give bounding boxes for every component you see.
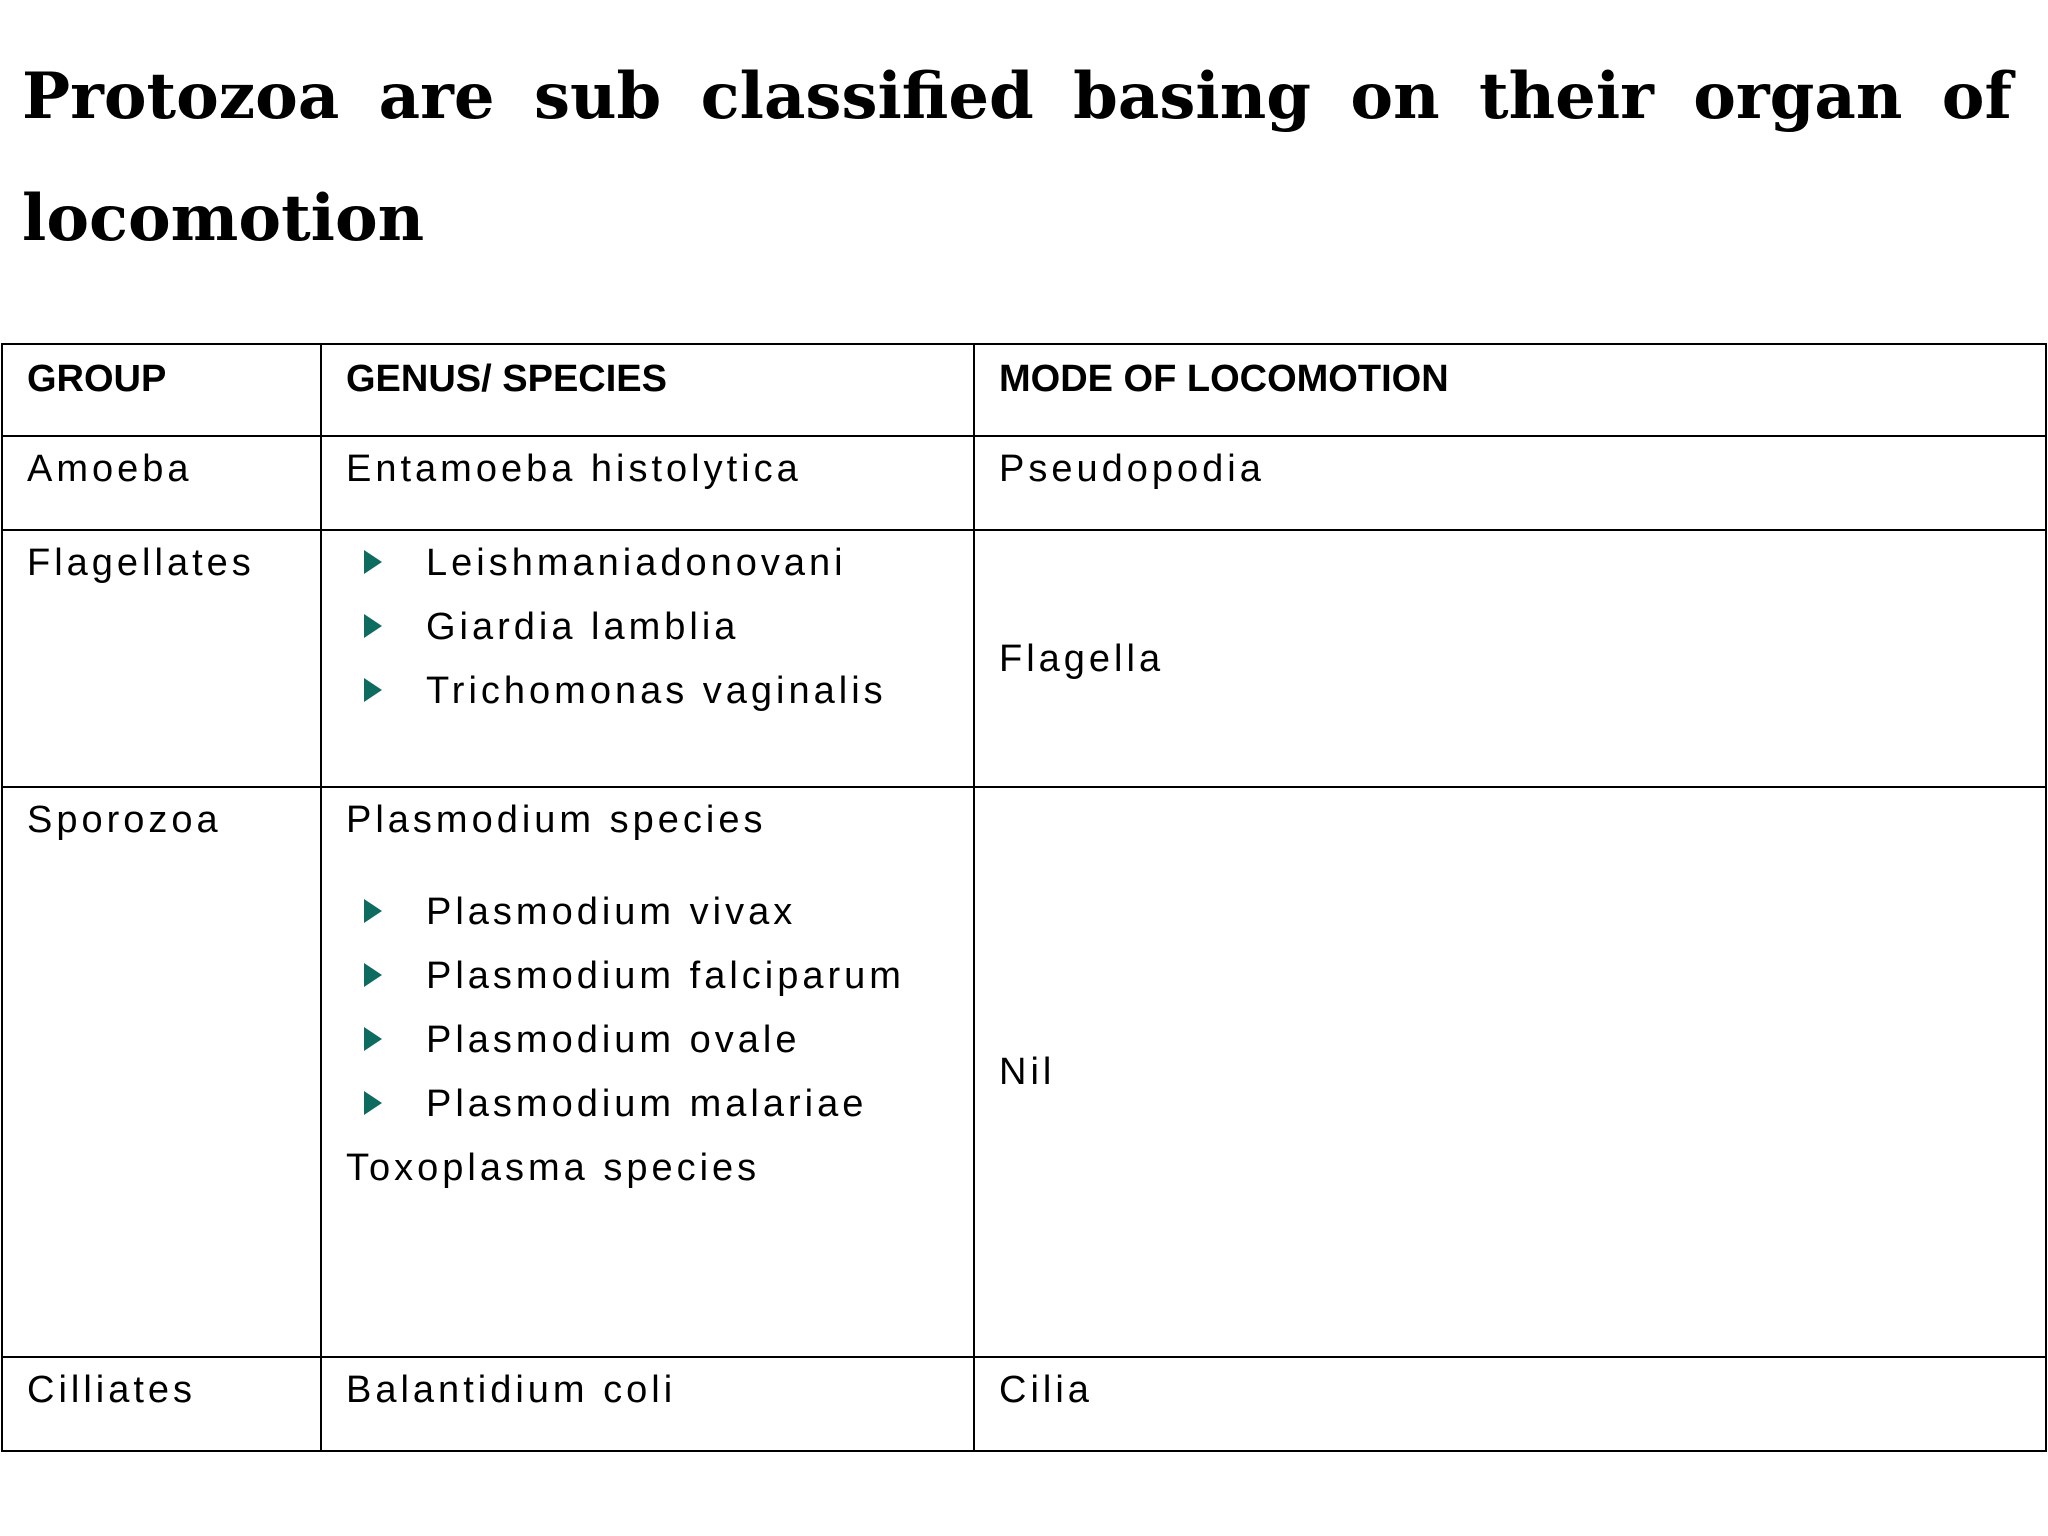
triangle-bullet-icon (364, 614, 382, 638)
list-item (346, 595, 963, 659)
spacer (346, 852, 963, 880)
group-cell: Amoeba (2, 436, 321, 530)
triangle-bullet-icon (364, 899, 382, 923)
species-cell (321, 530, 974, 787)
header-group: GROUP (2, 344, 321, 436)
species-outro: Toxoplasma species (346, 1147, 761, 1189)
species-bullet-list (346, 880, 963, 1136)
species-cell (321, 787, 974, 1357)
mode-cell: Cilia (974, 1357, 2046, 1451)
triangle-bullet-icon (364, 1027, 382, 1051)
species-cell: Entamoeba histolytica (321, 436, 974, 530)
list-item (346, 1008, 963, 1072)
species-name: Giardia lamblia (426, 606, 740, 648)
triangle-bullet-icon (364, 1091, 382, 1115)
list-item (346, 880, 963, 944)
species-intro: Plasmodium species (346, 799, 767, 841)
species-bullet-list (346, 531, 963, 723)
triangle-bullet-icon (364, 963, 382, 987)
species-name: Plasmodium falciparum (426, 955, 905, 997)
group-cell: Sporozoa (2, 787, 321, 1357)
header-mode-of-locomotion: MODE OF LOCOMOTION (974, 344, 2046, 436)
species-name: Plasmodium ovale (426, 1019, 801, 1061)
species-name: Plasmodium vivax (426, 891, 797, 933)
table-row (2, 787, 2046, 1357)
list-item (346, 944, 963, 1008)
species-name: Plasmodium malariae (426, 1083, 868, 1125)
protozoa-classification-table (1, 343, 2047, 1452)
mode-cell: Flagella (974, 530, 2046, 787)
triangle-bullet-icon (364, 678, 382, 702)
mode-cell: Nil (974, 787, 2046, 1357)
header-genus-species: GENUS/ SPECIES (321, 344, 974, 436)
table-row (2, 436, 2046, 530)
table-header-row (2, 344, 2046, 436)
species-cell: Balantidium coli (321, 1357, 974, 1451)
triangle-bullet-icon (364, 550, 382, 574)
mode-cell: Pseudopodia (974, 436, 2046, 530)
protozoa-table-container (1, 343, 2045, 1452)
list-item (346, 659, 963, 723)
list-item (346, 1072, 963, 1136)
group-cell: Cilliates (2, 1357, 321, 1451)
table-row (2, 530, 2046, 787)
table-row (2, 1357, 2046, 1451)
list-item (346, 531, 963, 595)
species-name: Leishmaniadonovani (426, 542, 847, 584)
species-name: Trichomonas vaginalis (426, 670, 887, 712)
page-title: Protozoa are sub classified basing on their organ of locomotion (22, 59, 2012, 256)
group-cell: Flagellates (2, 530, 321, 787)
